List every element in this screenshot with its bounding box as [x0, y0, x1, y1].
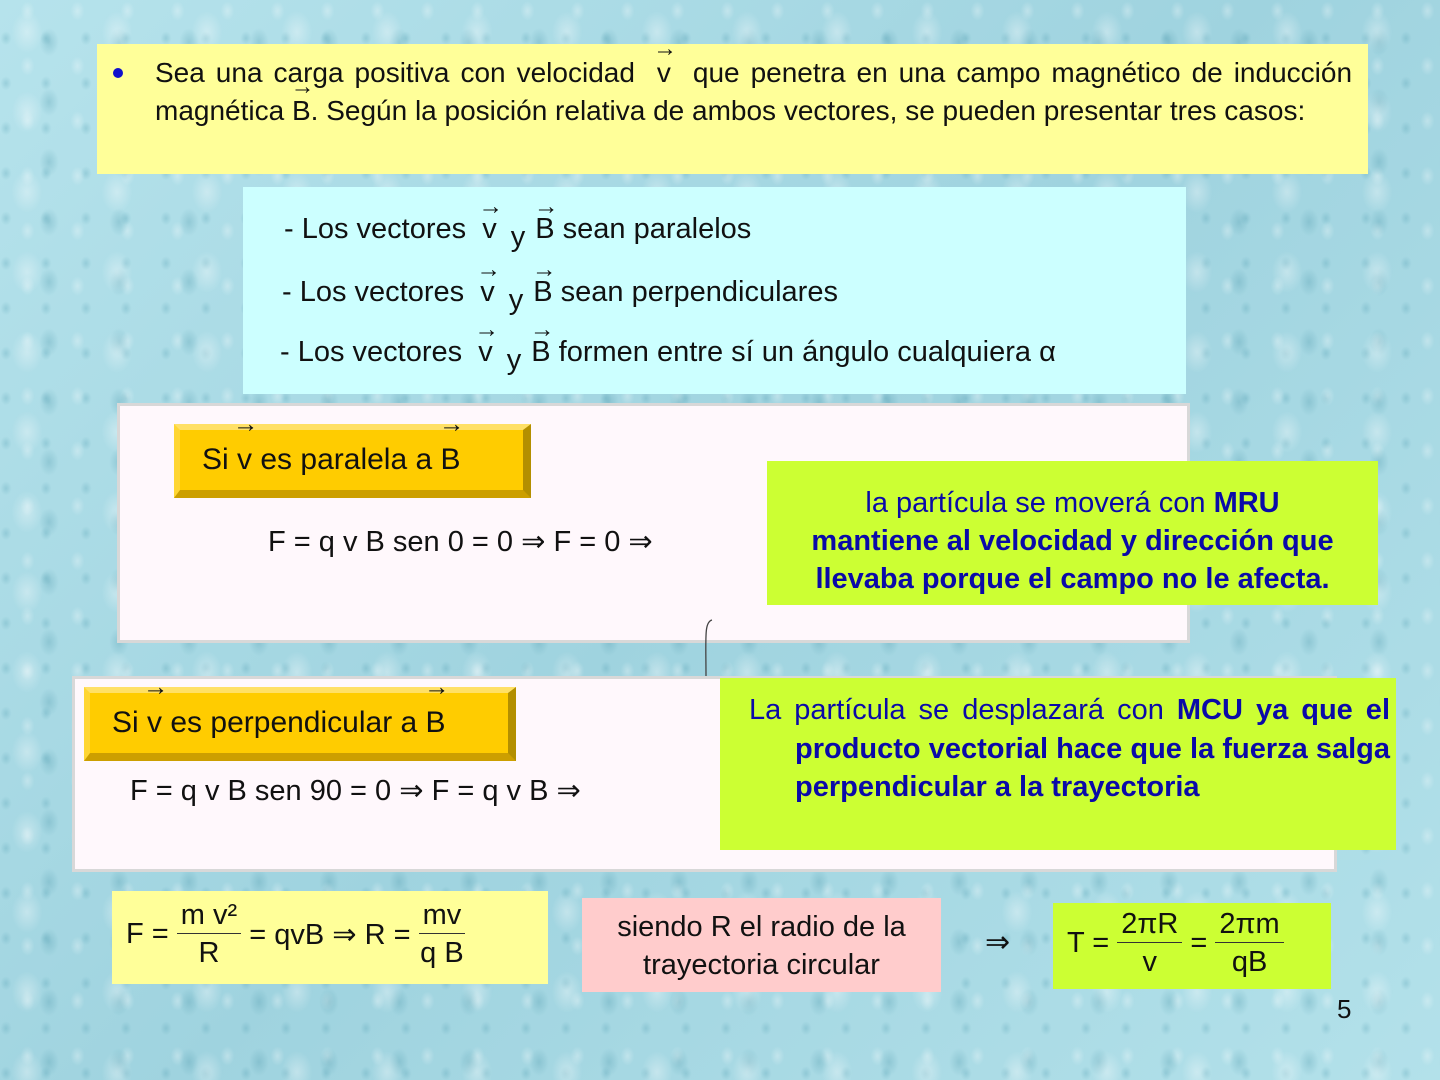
intro-box	[97, 44, 1368, 174]
case-item-parallel: - Los vectores → v y → B sean paralelos	[284, 213, 751, 246]
parallel-label: Si → v es paralela a → B	[174, 424, 531, 498]
case-item-angle: - Los vectores → v y → B formen entre sí un ángulo cualquiera α	[280, 336, 1056, 369]
perpendicular-formula: F = q v B sen 90 = 0 ⇒ F = q v B ⇒	[130, 775, 581, 807]
perpendicular-label: Si → v es perpendicular a → B	[84, 687, 516, 761]
parallel-formula: F = q v B sen 0 = 0 ⇒ F = 0 ⇒	[268, 526, 653, 558]
implies-arrow-icon: ⇒	[985, 926, 1011, 959]
vector-b: → B	[292, 92, 311, 130]
intro-text: Sea una carga positiva con velocidad → v que penetra en una campo magnético de inducción magnética → B. Según la posición relativa de ambos vectores, se pueden presentar tres casos:	[155, 57, 1352, 126]
fraction-mv2-over-r: $\frac{\text{m v²}}{R}$	[177, 897, 241, 972]
fraction-2piR-over-v: $\frac{2\pi R}{v}$	[1117, 906, 1182, 981]
vector-v: → v	[657, 54, 671, 92]
perpendicular-result-box: La partícula se desplazará con MCU ya que el producto vectorial hace que la fuerza salga perpendicular a la trayectoria	[720, 678, 1396, 850]
case-item-perpendicular: - Los vectores → v y → B sean perpendiculares	[282, 276, 838, 309]
page-number: 5	[1337, 994, 1352, 1024]
fraction-2pim-over-qb: $\frac{2\pi m}{qB}$	[1215, 906, 1283, 981]
radius-formula-box: F = $\frac{\text{m v²}}{R}$ = qvB ⇒ R = $\frac{mv}{\text{q B}}$	[112, 891, 548, 984]
bullet-icon	[113, 68, 123, 78]
parallel-result-box: la partícula se moverá con MRU mantiene al velocidad y dirección que llevaba porque el campo no le afecta.	[767, 461, 1378, 605]
period-formula-box: T = $\frac{2\pi R}{v}$ = $\frac{2\pi m}{qB}$	[1053, 903, 1331, 989]
cases-box	[243, 187, 1186, 394]
radius-note-box: siendo R el radio de la trayectoria circular	[582, 898, 941, 992]
fraction-mv-over-qb: $\frac{mv}{\text{q B}}$	[420, 899, 464, 969]
